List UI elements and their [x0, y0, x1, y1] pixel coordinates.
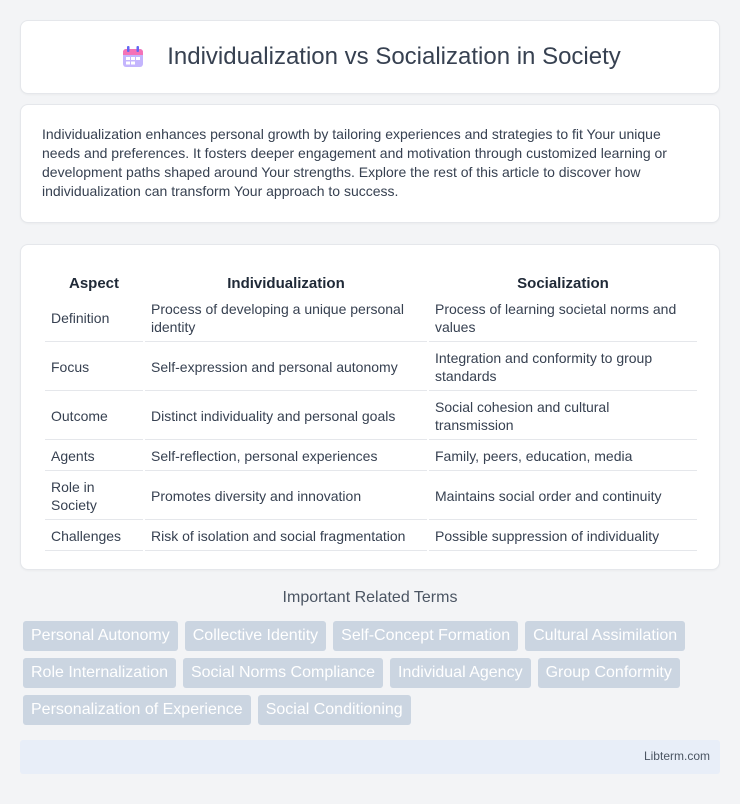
table-row: [45, 344, 697, 391]
intro-text: Individualization enhances personal growth by tailoring experiences and strategies to fit Your unique needs and preferences. It fosters deeper engagement and motivation through customized learning or development paths shaped around Your strengths. Explore the rest of this article to discover how individualization can transform Your approach to success.: [42, 126, 667, 199]
socialization-cell: Integration and conformity to group standards: [429, 344, 697, 391]
socialization-cell: Process of learning societal norms and values: [429, 295, 697, 342]
tag-group-conformity[interactable]: Group Conformity: [538, 658, 680, 688]
page-title: Individualization vs Socialization in Society: [167, 43, 621, 70]
aspect-cell: Role in Society: [45, 473, 143, 520]
tag-self-concept-formation[interactable]: Self-Concept Formation: [333, 621, 518, 651]
individualization-cell: Process of developing a unique personal identity: [145, 295, 427, 342]
table-header-row: [45, 267, 697, 293]
header-aspect: Aspect: [68, 275, 120, 292]
tag-collective-identity[interactable]: Collective Identity: [185, 621, 326, 651]
comparison-card: [20, 244, 720, 570]
header-socialization: Socialization: [517, 275, 609, 292]
table-row: [45, 442, 697, 471]
tag-personalization-of-experience[interactable]: Personalization of Experience: [23, 695, 251, 725]
table-row: [45, 295, 697, 342]
footer-site-link[interactable]: Libterm.com: [643, 749, 710, 763]
individualization-cell: Risk of isolation and social fragmentation: [145, 522, 427, 551]
table-row: [45, 393, 697, 440]
aspect-cell: Agents: [45, 442, 143, 471]
socialization-cell: Family, peers, education, media: [429, 442, 697, 471]
tag-individual-agency[interactable]: Individual Agency: [390, 658, 531, 688]
tag-social-conditioning[interactable]: Social Conditioning: [258, 695, 411, 725]
aspect-cell: Definition: [45, 295, 143, 342]
aspect-cell: Outcome: [45, 393, 143, 440]
intro-card: [20, 104, 720, 223]
title-wrap: [119, 43, 621, 71]
table-row: [45, 522, 697, 551]
tag-personal-autonomy[interactable]: Personal Autonomy: [23, 621, 178, 651]
footer: [20, 740, 720, 774]
table-row: [45, 473, 697, 520]
title-card: [20, 20, 720, 94]
tag-role-internalization[interactable]: Role Internalization: [23, 658, 176, 688]
aspect-cell: Focus: [45, 344, 143, 391]
individualization-cell: Promotes diversity and innovation: [145, 473, 427, 520]
header-individualization: Individualization: [227, 275, 345, 292]
aspect-cell: Challenges: [45, 522, 143, 551]
related-terms-list: [23, 621, 723, 725]
related-terms-title: Important Related Terms: [282, 589, 458, 606]
socialization-cell: Social cohesion and cultural transmission: [429, 393, 697, 440]
socialization-cell: Possible suppression of individuality: [429, 522, 697, 551]
calendar-icon: [119, 43, 147, 71]
tag-cultural-assimilation[interactable]: Cultural Assimilation: [525, 621, 685, 651]
individualization-cell: Self-reflection, personal experiences: [145, 442, 427, 471]
comparison-table: [43, 265, 699, 553]
tag-social-norms-compliance[interactable]: Social Norms Compliance: [183, 658, 383, 688]
socialization-cell: Maintains social order and continuity: [429, 473, 697, 520]
individualization-cell: Distinct individuality and personal goals: [145, 393, 427, 440]
individualization-cell: Self-expression and personal autonomy: [145, 344, 427, 391]
